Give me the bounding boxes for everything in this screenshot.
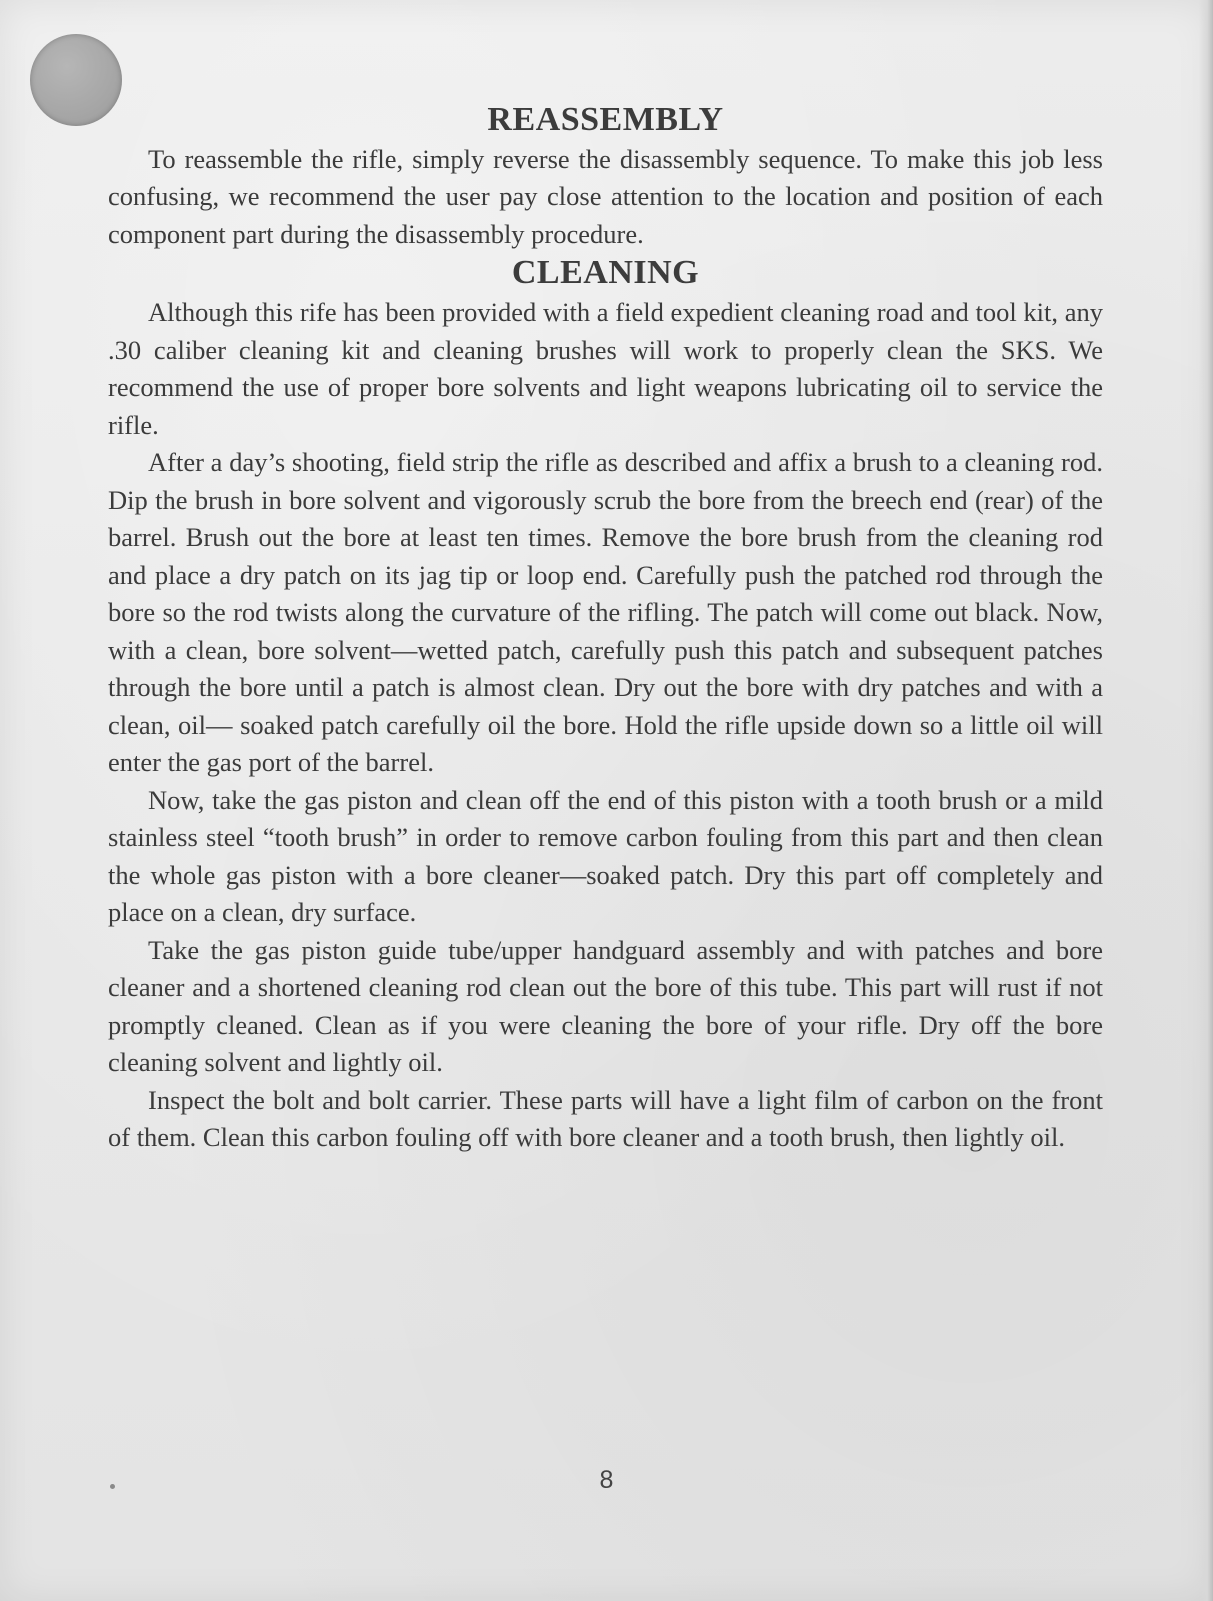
cleaning-paragraph-guide-tube: Take the gas piston guide tube/upper handguard assembly and with patches and bore cleaner and a shortened cleaning rod clean out the bore of this tube. This part will rust if not promptly cleaned. Clean as if you were cleaning the bore of your rifle. Dry off the bore cleaning solvent and lightly oil. bbox=[108, 934, 1103, 1078]
cleaning-heading: CLEANING bbox=[511, 254, 700, 292]
cleaning-paragraph-barrel: After a day’s shooting, field strip the rifle as described and affix a brush to a cleaning rod. Dip the brush in bore solvent and vigorously scrub the bore from the breech end (rear) of the barrel. Brush out the bore at least ten times. Remove the bore brush from the cleaning rod and place a dry patch on its jag tip or loop end. Carefully push the patched rod through the bore so the rod twists along the curvature of the rifling. The patch will come out black. Now, with a clean, bore solvent—wetted patch, carefully push this patch and subsequent patches through the bore until a patch is almost clean. Dry out the bore with dry patches and with a clean, oil— soaked patch carefully oil the bore. Hold the rifle upside down so a little oil will enter the gas port of the barrel. bbox=[108, 447, 1103, 778]
page-content bbox=[108, 100, 1103, 1157]
page-edge-shadow bbox=[1199, 0, 1213, 1601]
reassembly-paragraph: To reassemble the rifle, simply reverse the disassembly sequence. To make this job less confusing, we recommend the user pay close attention to the location and position of each component part during the disassembly procedure. bbox=[108, 143, 1103, 249]
cleaning-paragraph-bolt: Inspect the bolt and bolt carrier. These parts will have a light film of carbon on the front of them. Clean this carbon fouling off with bore cleaner and a tooth brush, then lightly oil. bbox=[108, 1084, 1103, 1153]
cleaning-paragraph-gas-piston: Now, take the gas piston and clean off the end of this piston with a tooth brush or a mild stainless steel “tooth brush” in order to remove carbon fouling from this part and then clean the whole gas piston with a bore cleaner—soaked patch. Dry this part off completely and place on a clean, dry surface. bbox=[108, 784, 1103, 928]
reassembly-heading: REASSEMBLY bbox=[487, 101, 724, 138]
page-number: 8 bbox=[599, 1466, 614, 1494]
cleaning-paragraph-intro: Although this rife has been provided with a field expedient cleaning road and tool kit, any .30 caliber cleaning kit and cleaning brushes will work to properly clean the SKS. We recommend the use of proper bore solvents and light weapons lubricating oil to service the rifle. bbox=[108, 297, 1103, 440]
